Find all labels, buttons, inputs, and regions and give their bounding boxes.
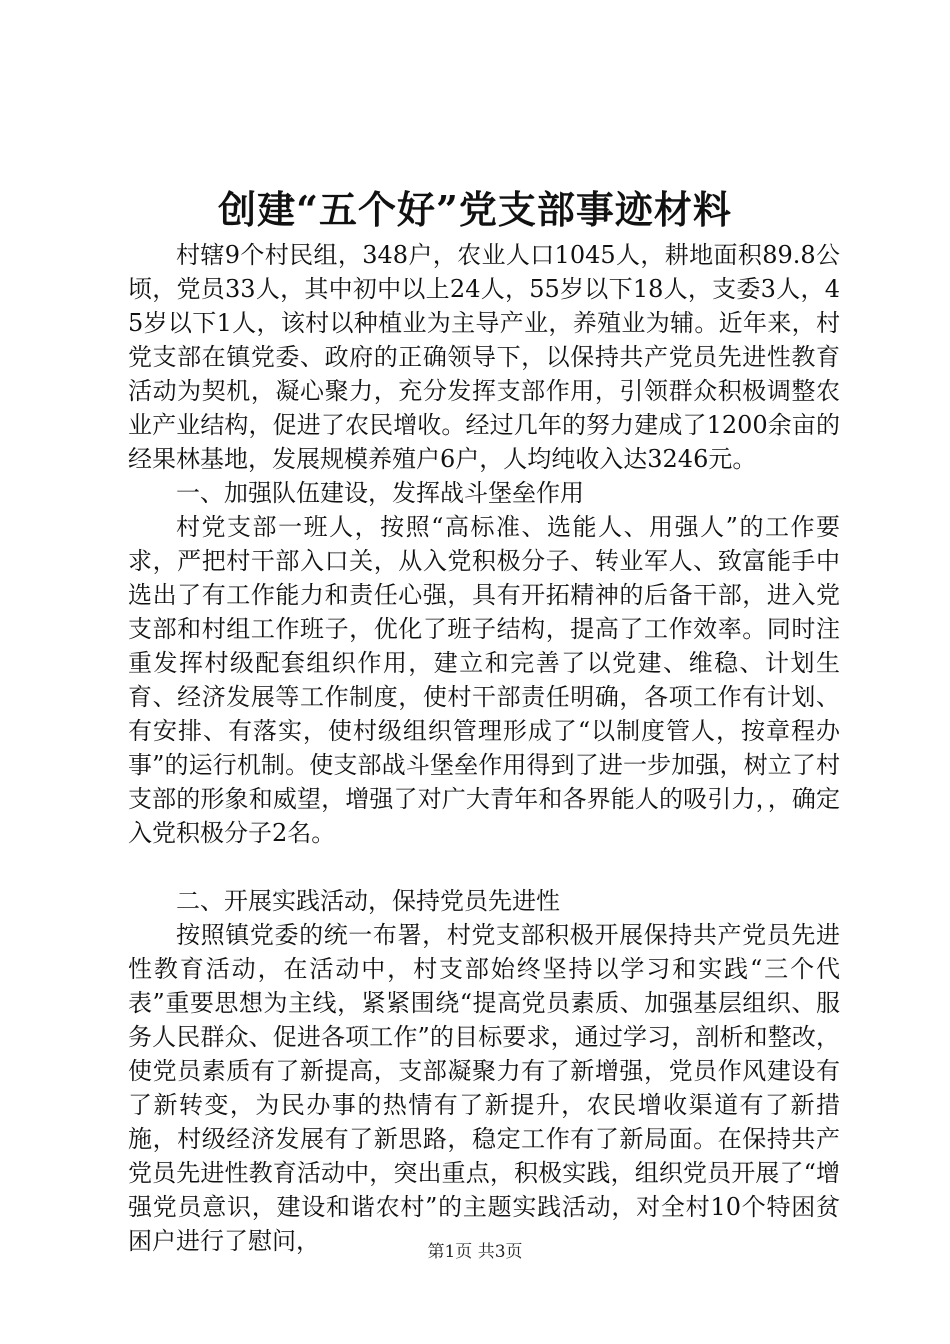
page-footer: 第1页 共3页 [427, 1242, 523, 1262]
document-title: 创建“五个好”党支部事迹材料 [218, 187, 732, 232]
paragraph-intro: 村辖9个村民组，348户，农业人口1045人，耕地面积89.8公顷，党员33人，其中初中以上24人，55岁以下18人，支委3人，45岁以下1人，该村以种植业为主导产业，养殖业为辅。近年来，村党支部在镇党委、政府的正确领导下，以保持共产党员先进性教育活动为契机，凝心聚力，充分发挥支部作用，引领群众积极调整农业产业结构，促进了农民增收。经过几年的努力建成了1200余亩的经果林基地，发展规模养殖户6户，人均纯收入达3246元。 [128, 241, 840, 473]
section-heading-2: 二、开展实践活动，保持党员先进性 [176, 887, 560, 915]
document-body [128, 238, 840, 1258]
paragraph-section-2: 按照镇党委的统一布署，村党支部积极开展保持共产党员先进性教育活动，在活动中，村支部始终坚持以学习和实践“三个代表”重要思想为主线，紧紧围绕“提高党员素质、加强基层组织、服务人民群众、促进各项工作”的目标要求，通过学习，剖析和整改，使党员素质有了新提高，支部凝聚力有了新增强，党员作风建设有了新转变，为民办事的热情有了新提升，农民增收渠道有了新措施，村级经济发展有了新思路，稳定工作有了新局面。在保持共产党员先进性教育活动中，突出重点，积极实践，组织党员开展了“增强党员意识，建设和谐农村”的主题实践活动，对全村10个特困贫困户进行了慰问， [128, 921, 840, 1255]
section-heading-1: 一、加强队伍建设，发挥战斗堡垒作用 [176, 479, 584, 507]
paragraph-section-1: 村党支部一班人，按照“高标准、选能人、用强人”的工作要求，严把村干部入口关，从入党积极分子、转业军人、致富能手中选出了有工作能力和责任心强，具有开拓精神的后备干部，进入党支部和村组工作班子，优化了班子结构，提高了工作效率。同时注重发挥村级配套组织作用，建立和完善了以党建、维稳、计划生育、经济发展等工作制度，使村干部责任明确，各项工作有计划、有安排、有落实，使村级组织管理形成了“以制度管人，按章程办事”的运行机制。使支部战斗堡垒作用得到了进一步加强，树立了村支部的形象和威望，增强了对广大青年和各界能人的吸引力，，确定入党积极分子2名。 [128, 513, 840, 847]
